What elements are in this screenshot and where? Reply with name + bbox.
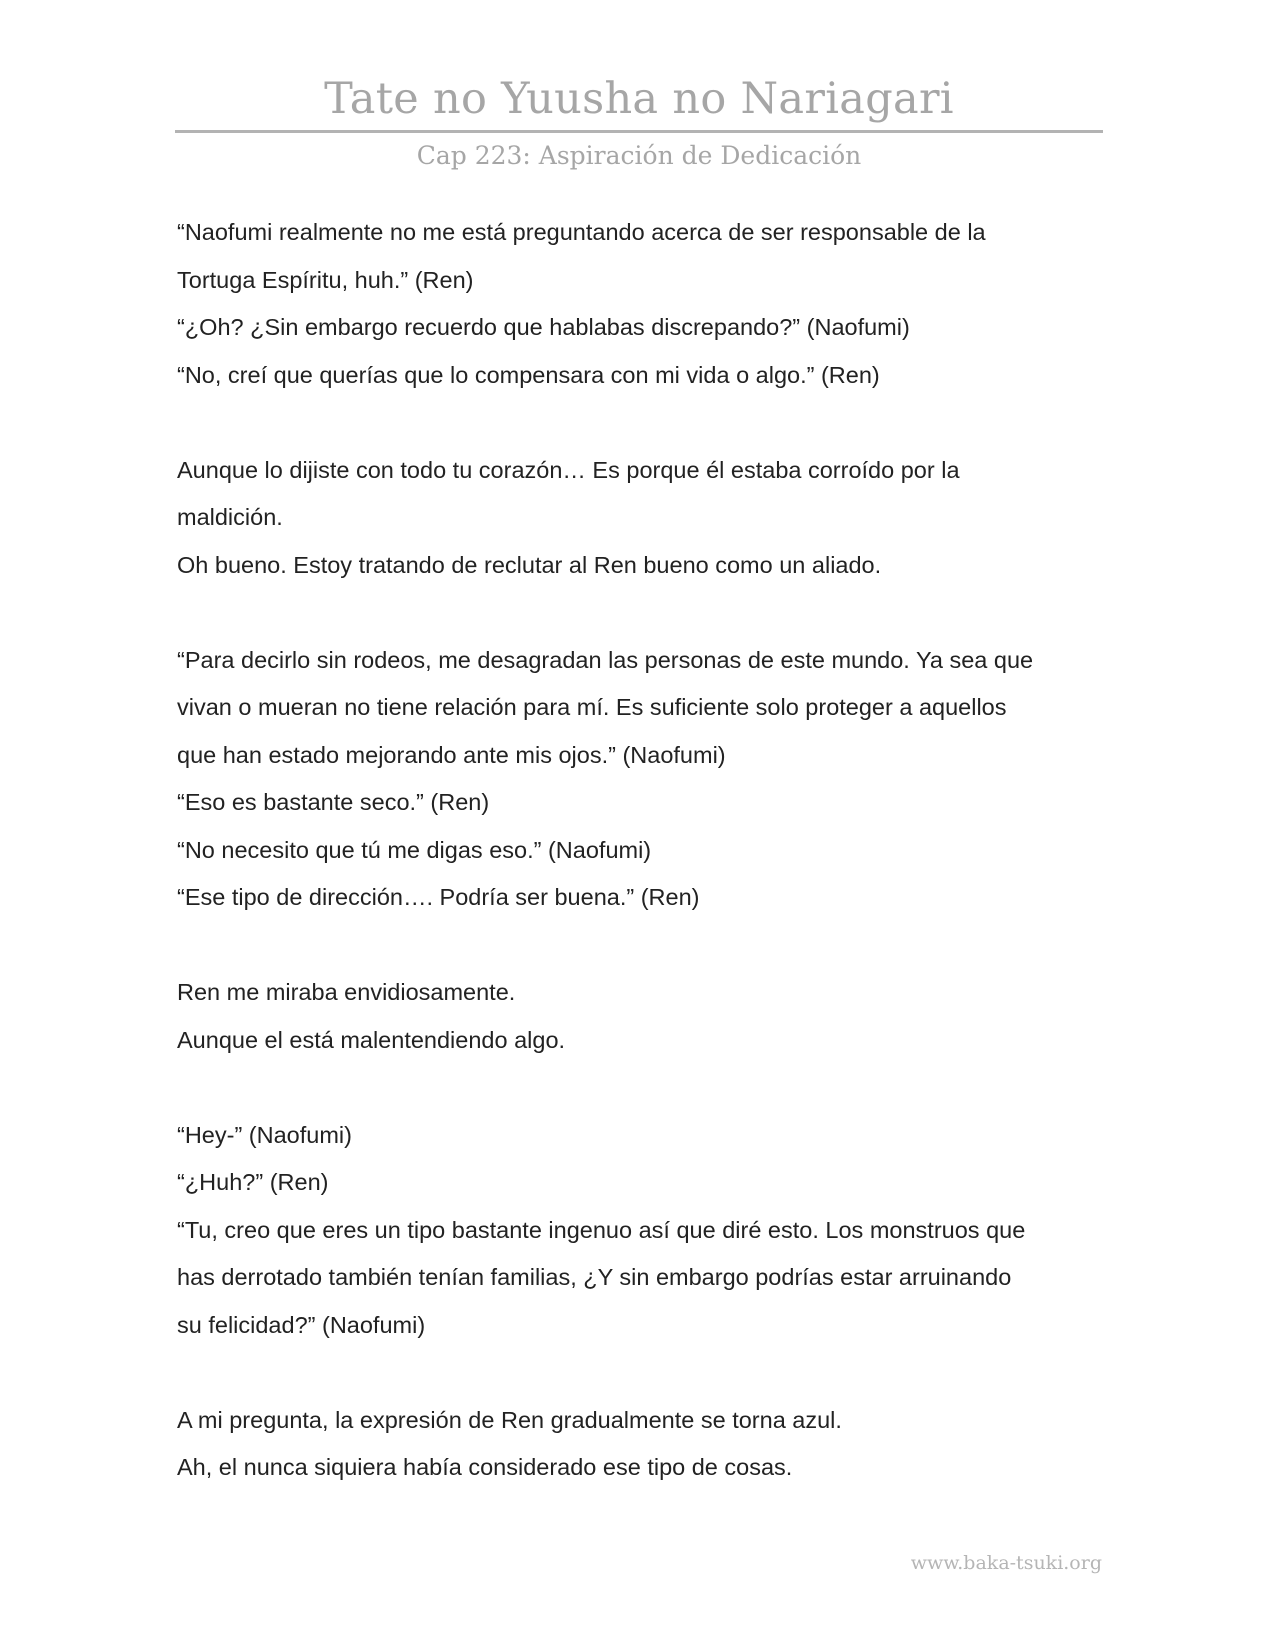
- text-line: Ren me miraba envidiosamente.: [177, 979, 516, 1005]
- text-line: “Para decirlo sin rodeos, me desagradan las personas de este mundo. Ya sea que: [177, 646, 1034, 673]
- text-line: “Naofumi realmente no me está preguntando acerca de ser responsable de la: [177, 219, 986, 245]
- text-line: Ah, el nunca siquiera había considerado ese tipo de cosas.: [177, 1454, 793, 1480]
- paragraph-spacer: [177, 922, 1107, 970]
- text-line: “No necesito que tú me digas eso.” (Naofumi): [177, 836, 652, 863]
- text-line: Oh bueno. Estoy tratando de reclutar al Ren bueno como un aliado.: [177, 551, 882, 578]
- text-line: “¿Oh? ¿Sin embargo recuerdo que hablabas discrepando?” (Naofumi): [177, 314, 910, 340]
- text-line: vivan o mueran no tiene relación para mí. Es suficiente solo proteger a aquellos: [177, 694, 1007, 720]
- text-line: “No, creí que querías que lo compensara con mi vida o algo.” (Ren): [177, 361, 880, 388]
- text-line: su felicidad?” (Naofumi): [177, 1311, 426, 1338]
- text-line: has derrotado también tenían familias, ¿Y sin embargo podrías estar arruinando: [177, 1264, 1012, 1290]
- text-line: Tortuga Espíritu, huh.” (Ren): [177, 266, 474, 293]
- text-line: Aunque el está malentendiendo algo.: [177, 1026, 566, 1053]
- text-line: “¿Huh?” (Ren): [177, 1169, 329, 1195]
- paragraph-spacer: [177, 399, 1107, 447]
- page-header: [175, 70, 1103, 173]
- body-text: [177, 209, 1107, 1492]
- paragraph-spacer: [177, 1064, 1107, 1112]
- text-line: “Tu, creo que eres un tipo bastante ingenuo así que diré esto. Los monstruos que: [177, 1216, 1026, 1243]
- book-title: Tate no Yuusha no Nariagari: [324, 74, 954, 124]
- paragraph-spacer: [177, 589, 1107, 637]
- header-rule: [175, 130, 1103, 133]
- chapter-title: Cap 223: Aspiración de Dedicación: [416, 141, 862, 170]
- text-line: “Ese tipo de dirección…. Podría ser buena.” (Ren): [177, 884, 700, 910]
- paragraph-spacer: [177, 1349, 1107, 1397]
- text-line: A mi pregunta, la expresión de Ren gradualmente se torna azul.: [177, 1406, 842, 1433]
- text-line: Aunque lo dijiste con todo tu corazón… Es porque él estaba corroído por la: [177, 456, 960, 483]
- text-line: que han estado mejorando ante mis ojos.” (Naofumi): [177, 741, 726, 768]
- text-line: “Hey-” (Naofumi): [177, 1121, 352, 1148]
- text-line: maldición.: [177, 504, 283, 530]
- text-line: “Eso es bastante seco.” (Ren): [177, 789, 490, 815]
- footer-site: www.baka-tsuki.org: [910, 1552, 1102, 1574]
